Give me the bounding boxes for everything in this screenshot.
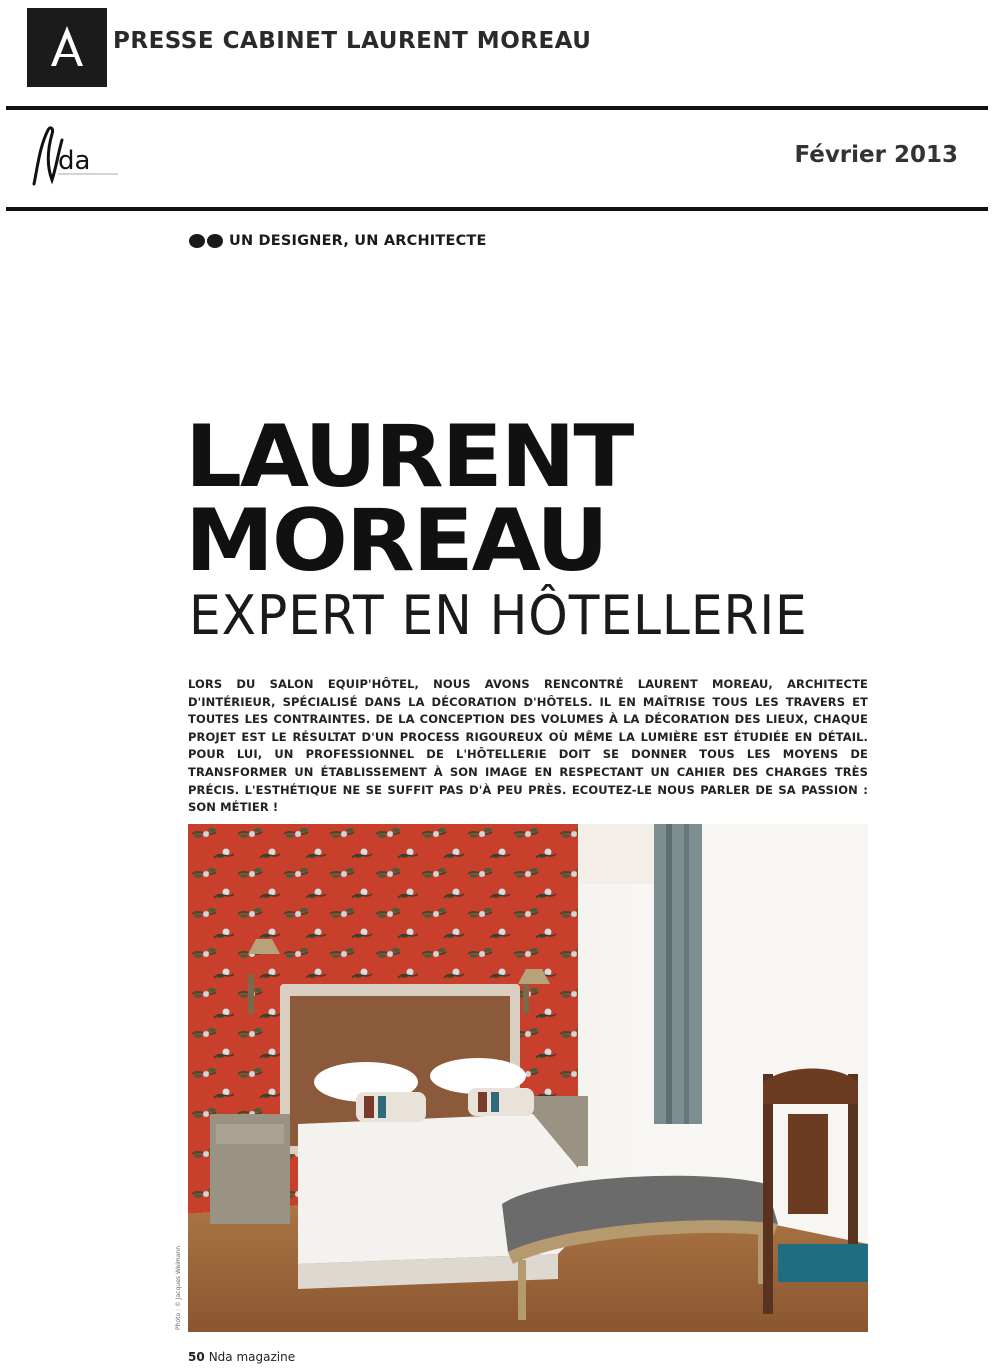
quote-icon <box>188 233 226 249</box>
nda-magazine-logo <box>28 124 122 190</box>
headline-line-1: LAURENT <box>185 407 633 507</box>
photo-credit: Photo : © Jacques Weimann <box>175 1245 182 1330</box>
header-rule-bottom <box>6 207 988 211</box>
page-number: 50 <box>188 1350 205 1364</box>
press-title: PRESSE CABINET LAURENT MOREAU <box>113 28 592 54</box>
rubric-label: UN DESIGNER, UN ARCHITECTE <box>229 233 487 249</box>
cabinet-logo <box>27 8 107 87</box>
rubric <box>188 233 487 249</box>
svg-text:da: da <box>58 146 91 176</box>
intro-paragraph: LORS DU SALON EQUIP'HÔTEL, NOUS AVONS RENCONTRÉ LAURENT MOREAU, ARCHITECTE D'INTÉRIEUR, SPÉCIALISÉ DANS LA DÉCORATION D'HÔTELS. IL EN MAÎTRISE TOUS LES TRAVERS ET TOUTES LES CONTRAINTES. DE LA CONCEPTION DES VOLUMES À LA DÉCORATION DES LIEUX, CHAQUE PROJET EST LE RÉSULTAT D'UN PROCESS RIGOUREUX OÙ MÊME LA LUMIÈRE EST ÉTUDIÉE EN DÉTAIL. POUR LUI, UN PROFESSIONNEL DE L'HÔTELLERIE DOIT SE DONNER TOUS LES MOYENS DE TRANSFORMER UN ÉTABLISSEMENT À SON IMAGE EN RESPECTANT UN CAHIER DES CHARGES TRÈS PRÉCIS. L'ESTHÉTIQUE NE SE SUFFIT PAS D'À PEU PRÈS. ECOUTEZ-LE NOUS PARLER DE SA PASSION : SON MÉTIER ! <box>188 677 868 815</box>
hotel-room-photo <box>188 824 868 1332</box>
issue-date: Février 2013 <box>794 142 958 168</box>
headline <box>185 407 633 591</box>
headline-line-2: MOREAU <box>185 491 607 591</box>
subhead: EXPERT EN HÔTELLERIE <box>189 584 808 647</box>
page-footer <box>188 1350 295 1364</box>
header-rule-top <box>6 106 988 110</box>
footer-magazine-name: Nda magazine <box>208 1350 296 1364</box>
